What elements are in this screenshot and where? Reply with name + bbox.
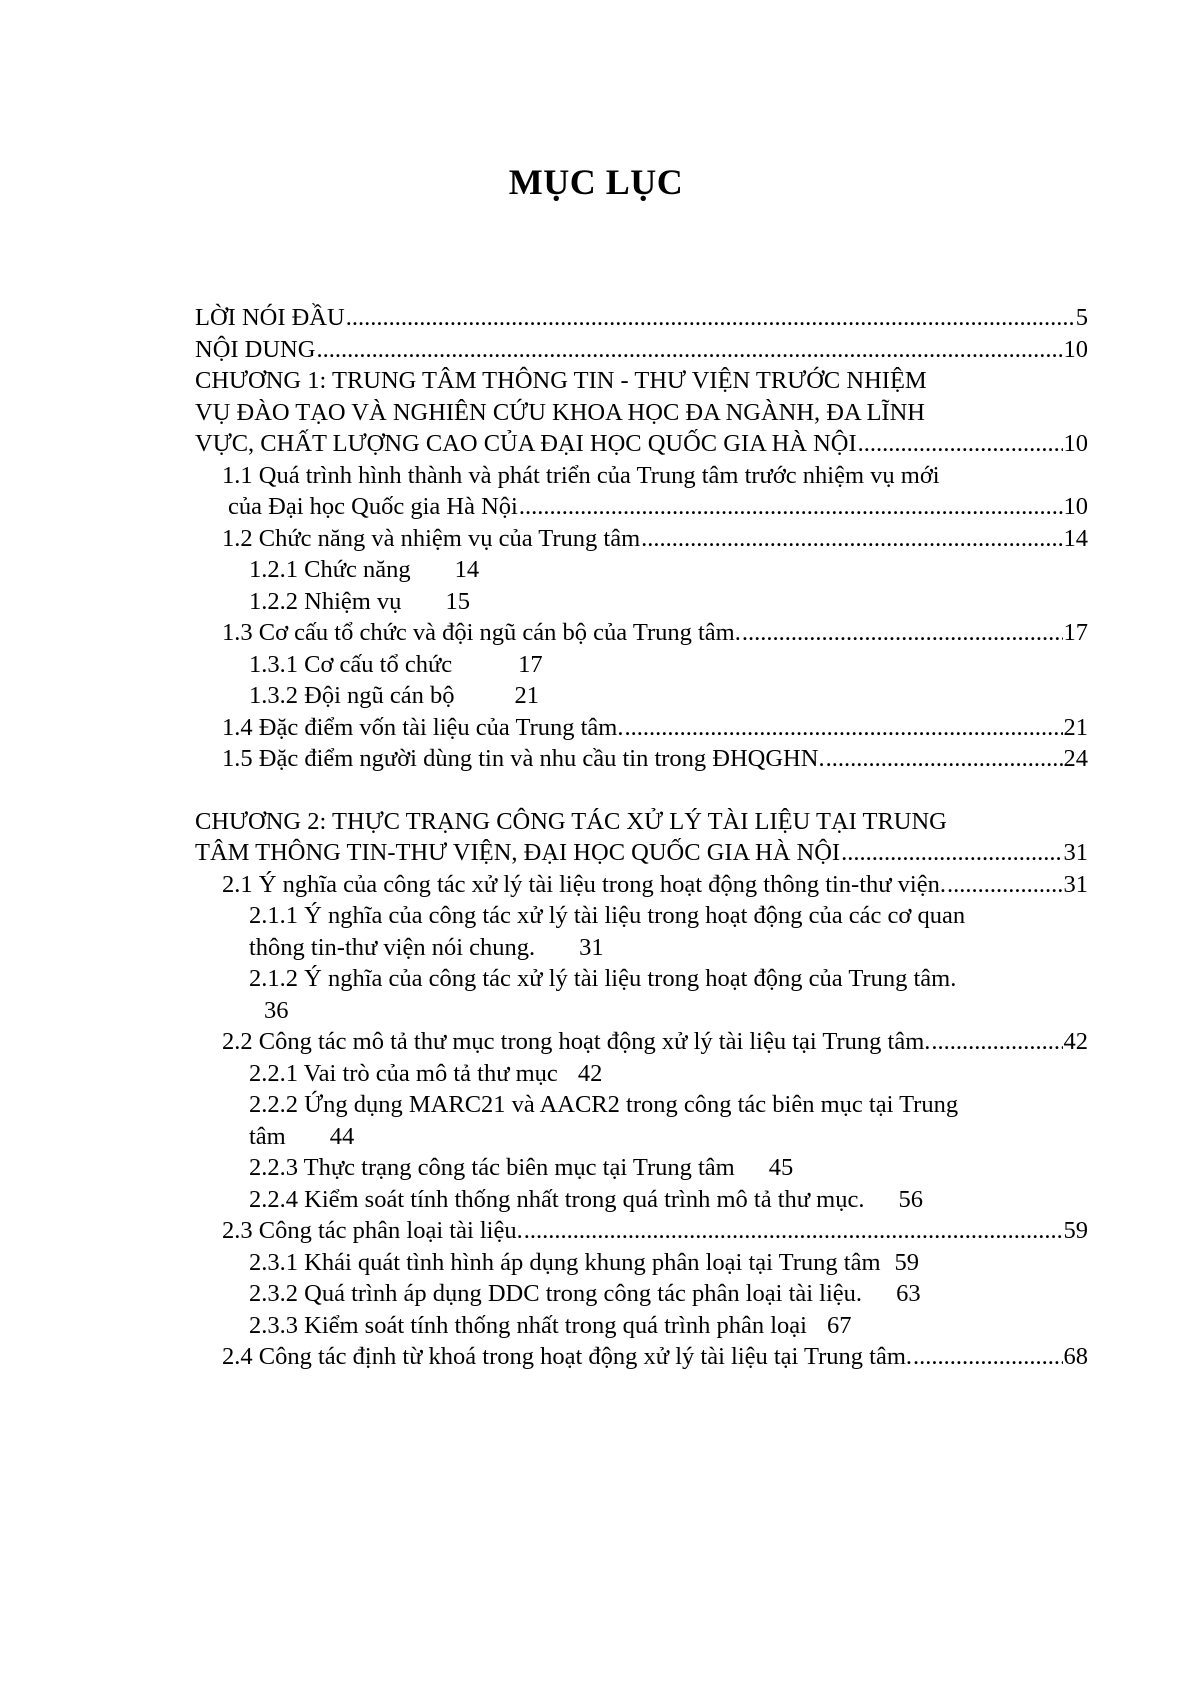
toc-entry-text: VỤ ĐÀO TẠO VÀ NGHIÊN CỨU KHOA HỌC ĐA NGÀNH, ĐA LĨNH [195, 398, 925, 426]
dot-leader [624, 712, 1062, 744]
toc-page-number: 36 [264, 996, 289, 1024]
toc-entry-chapter-2-line-2[interactable] [195, 837, 1088, 869]
toc-entry-1-2-1[interactable] [195, 554, 1088, 586]
toc-entry-2-2-3[interactable] [195, 1152, 1088, 1184]
toc-entry-2-2-2-line-2[interactable] [195, 1121, 1088, 1153]
toc-entry-1-3-1[interactable] [195, 649, 1088, 681]
dot-leader [316, 334, 1062, 366]
dot-leader [826, 743, 1063, 775]
toc-entry-text: 2.2.1 Vai trò của mô tả thư mục [249, 1059, 558, 1087]
toc-entry-text: 1.2.2 Nhiệm vụ [249, 587, 402, 615]
toc-page-number: 21 [514, 682, 539, 709]
toc-entry-1-5[interactable] [195, 743, 1088, 775]
toc-page-number: 31 [579, 933, 604, 961]
toc-entry-text: 1.2 Chức năng và nhiệm vụ của Trung tâm [222, 524, 641, 552]
toc-entry-text: CHƯƠNG 1: TRUNG TÂM THÔNG TIN - THƯ VIỆN TRƯỚC NHIỆM [195, 367, 927, 394]
toc-entry-2-1-2-line-2[interactable] [195, 995, 1088, 1027]
toc-entry-text: 1.4 Đặc điểm vốn tài liệu của Trung tâm. [222, 713, 624, 741]
toc-entry-2-3-3[interactable] [195, 1310, 1088, 1342]
toc-entry-noi-dung[interactable] [195, 334, 1088, 366]
toc-page-number: 45 [768, 1154, 794, 1181]
dot-leader [947, 869, 1063, 901]
dot-leader [641, 523, 1062, 555]
toc-page-number: 15 [445, 587, 470, 615]
toc-entry-text: 2.1 Ý nghĩa của công tác xử lý tài liệu trong hoạt động thông tin-thư viện. [222, 870, 946, 898]
toc-page-number: 59 [1063, 1217, 1088, 1244]
toc-entry-text: 2.4 Công tác định từ khoá trong hoạt động xử lý tài liệu tại Trung tâm. [222, 1343, 913, 1370]
toc-entry-text: 1.3 Cơ cấu tổ chức và đội ngũ cán bộ của Trung tâm. [222, 619, 741, 646]
toc-entry-text: tâm [249, 1122, 286, 1150]
toc-entry-text: 1.1 Quá trình hình thành và phát triển của Trung tâm trước nhiệm vụ mới [222, 461, 940, 489]
toc-page-number: 31 [1063, 839, 1088, 866]
toc-page-number: 10 [1063, 335, 1088, 363]
toc-entry-1-2[interactable] [195, 523, 1088, 555]
section-spacer [195, 775, 1088, 806]
toc-entry-chapter-1-line-3[interactable] [195, 428, 1088, 460]
toc-entry-2-1-2-line-1[interactable] [195, 963, 1088, 995]
toc-entry-text: 2.1.2 Ý nghĩa của công tác xử lý tài liệu trong hoạt động của Trung tâm. [249, 965, 957, 992]
dot-leader [858, 428, 1063, 460]
toc-entry-2-2-4[interactable] [195, 1184, 1088, 1216]
toc-entry-loi-noi-dau[interactable] [195, 302, 1088, 334]
toc-page-number: 10 [1063, 493, 1088, 520]
toc-entry-1-1-line-1[interactable] [195, 460, 1088, 492]
toc-entry-2-3-1[interactable] [195, 1247, 1088, 1279]
toc-entry-1-1-line-2[interactable] [195, 491, 1088, 523]
toc-entry-2-1-1-line-2[interactable] [195, 932, 1088, 964]
toc-entry-text: 1.3.1 Cơ cấu tổ chức [249, 650, 453, 678]
toc-entry-text: NỘI DUNG [195, 335, 316, 363]
toc-page-number: 68 [1063, 1343, 1088, 1370]
dot-leader [524, 1215, 1063, 1247]
toc-entry-text: 2.2.3 Thực trạng công tác biên mục tại Trung tâm [249, 1154, 735, 1181]
toc-entry-2-3[interactable] [195, 1215, 1088, 1247]
toc-entry-2-1-1-line-1[interactable] [195, 900, 1088, 932]
toc-entry-1-3[interactable] [195, 617, 1088, 649]
dot-leader [519, 491, 1063, 523]
toc-entry-text: CHƯƠNG 2: THỰC TRẠNG CÔNG TÁC XỬ LÝ TÀI LIỆU TẠI TRUNG [195, 807, 947, 835]
toc-page-number: 17 [518, 650, 543, 678]
toc-entry-text: 1.2.1 Chức năng [249, 556, 411, 583]
toc-entry-2-4[interactable] [195, 1341, 1088, 1373]
toc-page-number: 67 [826, 1311, 852, 1339]
toc-entry-text: 2.1.1 Ý nghĩa của công tác xử lý tài liệu trong hoạt động của các cơ quan [249, 902, 966, 929]
toc-entry-text: 1.5 Đặc điểm người dùng tin và nhu cầu tin trong ĐHQGHN. [222, 745, 825, 772]
toc-entry-text: của Đại học Quốc gia Hà Nội [228, 493, 518, 520]
toc-entry-text: 2.2 Công tác mô tả thư mục trong hoạt động xử lý tài liệu tại Trung tâm. [222, 1028, 931, 1055]
toc-page-number: 5 [1075, 304, 1088, 331]
toc-entry-text: 2.3.1 Khái quát tình hình áp dụng khung phân loại tại Trung tâm [249, 1248, 881, 1276]
toc-entry-2-1[interactable] [195, 869, 1088, 901]
toc-page-number: 56 [898, 1185, 923, 1213]
toc-entry-text: TÂM THÔNG TIN-THƯ VIỆN, ĐẠI HỌC QUỐC GIA HÀ NỘI [195, 839, 841, 866]
toc-entry-2-2-1[interactable] [195, 1058, 1088, 1090]
toc-page-number: 44 [329, 1122, 355, 1150]
toc-page-number: 21 [1063, 713, 1088, 741]
toc-entry-chapter-2-line-1[interactable] [195, 806, 1088, 838]
toc-entry-text: 2.2.4 Kiểm soát tính thống nhất trong quá trình mô tả thư mục. [249, 1185, 865, 1213]
toc-entry-2-3-2[interactable] [195, 1278, 1088, 1310]
dot-leader [346, 302, 1075, 334]
toc-entry-2-2[interactable] [195, 1026, 1088, 1058]
toc-entry-text: 2.3.2 Quá trình áp dụng DDC trong công tác phân loại tài liệu. [249, 1280, 863, 1307]
toc-page-number: 31 [1063, 870, 1088, 898]
toc-page-number: 63 [896, 1280, 921, 1307]
toc-entry-1-3-2[interactable] [195, 680, 1088, 712]
page-title: MỤC LỤC [508, 162, 684, 202]
toc-entry-chapter-1-line-2[interactable] [195, 397, 1088, 429]
toc-page-number: 10 [1063, 430, 1088, 457]
toc-entry-1-4[interactable] [195, 712, 1088, 744]
toc-entry-text: LỜI NÓI ĐẦU [195, 304, 345, 331]
toc-page-number: 42 [1063, 1028, 1088, 1055]
toc-page-number: 59 [894, 1248, 920, 1276]
toc-entry-text: 2.3 Công tác phân loại tài liệu. [222, 1217, 523, 1244]
toc-page-number: 24 [1063, 745, 1088, 772]
dot-leader [931, 1026, 1062, 1058]
toc-entry-text: thông tin-thư viện nói chung. [249, 933, 536, 961]
toc-entry-text: 2.3.3 Kiểm soát tính thống nhất trong quá trình phân loại [249, 1311, 807, 1339]
toc-entry-1-2-2[interactable] [195, 586, 1088, 618]
toc-entry-text: 2.2.2 Ứng dụng MARC21 và AACR2 trong công tác biên mục tại Trung [249, 1091, 959, 1118]
toc-entry-text: VỰC, CHẤT LƯỢNG CAO CỦA ĐẠI HỌC QUỐC GIA HÀ NỘI [195, 430, 857, 457]
dot-leader [841, 837, 1062, 869]
toc-entry-text: 1.3.2 Đội ngũ cán bộ [249, 682, 455, 709]
toc-page-number: 42 [577, 1059, 603, 1087]
dot-leader [742, 617, 1063, 649]
toc-entry-chapter-1-line-1[interactable] [195, 365, 1088, 397]
toc-entry-2-2-2-line-1[interactable] [195, 1089, 1088, 1121]
toc-page-number: 14 [1063, 524, 1088, 552]
dot-leader [913, 1341, 1062, 1373]
toc-page-number: 17 [1063, 619, 1088, 646]
toc-page-number: 14 [454, 556, 480, 583]
table-of-contents [195, 302, 1088, 1373]
